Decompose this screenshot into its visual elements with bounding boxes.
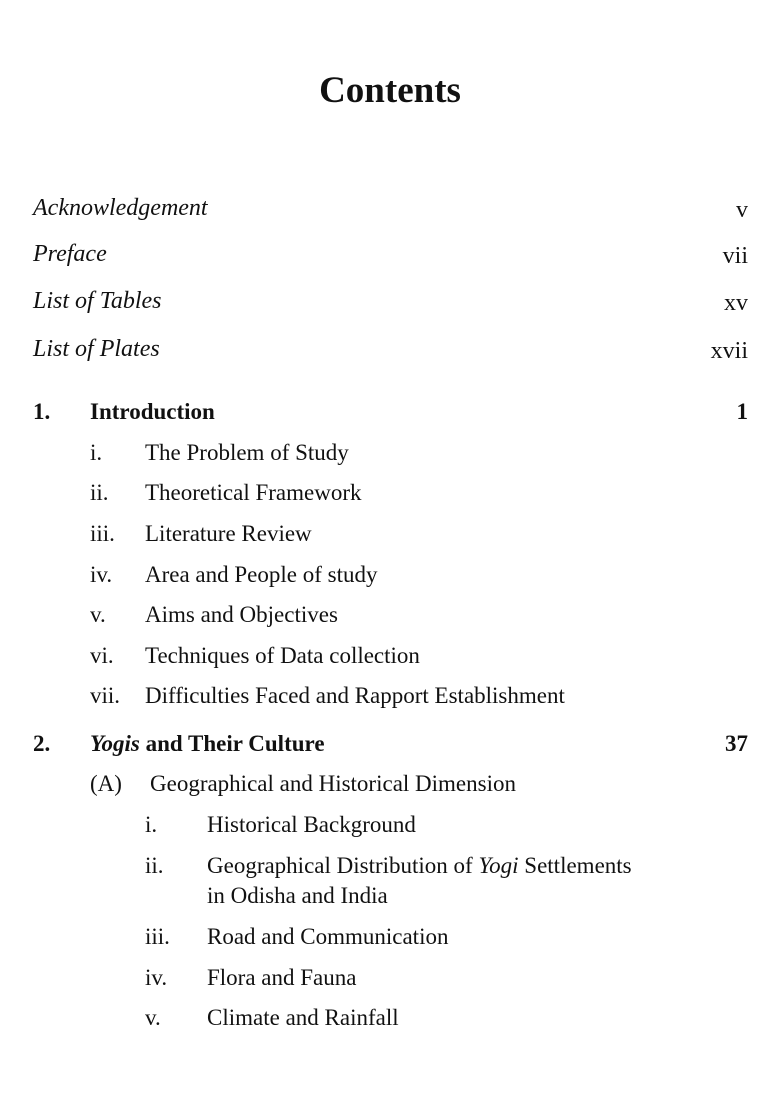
- ch1-item-num: vii.: [90, 683, 121, 708]
- chapter-2-title-italic: Yogis: [90, 731, 140, 756]
- ch2-item-num: i.: [145, 812, 158, 837]
- ch1-item-num: ii.: [90, 480, 109, 505]
- ch2-item-text[interactable]: Climate and Rainfall: [207, 1005, 399, 1030]
- toc-preface[interactable]: Preface: [33, 241, 107, 267]
- toc-list-of-tables-page: xv: [724, 290, 748, 316]
- chapter-1-number: 1.: [33, 399, 51, 424]
- ch2-item-text-part: Geographical Distribution of: [207, 853, 479, 878]
- ch1-item-text[interactable]: Area and People of study: [145, 562, 378, 587]
- ch2-item-num: v.: [145, 1005, 161, 1030]
- ch2-item-text-line2: in Odisha and India: [207, 883, 388, 908]
- toc-acknowledgement-page: v: [736, 197, 748, 223]
- chapter-2-title-rest: and Their Culture: [139, 731, 325, 756]
- ch2-item-num: iii.: [145, 924, 170, 949]
- chapter-2-title[interactable]: [90, 729, 325, 759]
- toc-list-of-plates-page: xvii: [710, 338, 748, 364]
- ch2-item-text-italic: Yogi: [478, 853, 519, 878]
- toc-acknowledgement[interactable]: Acknowledgement: [33, 195, 208, 221]
- toc-list-of-tables[interactable]: List of Tables: [33, 288, 162, 314]
- ch2-item-num: ii.: [145, 853, 164, 878]
- ch1-item-text[interactable]: Literature Review: [145, 521, 312, 546]
- ch1-item-num: vi.: [90, 643, 114, 668]
- ch2-section-a-title[interactable]: Geographical and Historical Dimension: [150, 771, 516, 796]
- chapter-2-number: 2.: [33, 731, 51, 756]
- page-title: Contents: [319, 70, 461, 111]
- chapter-1-page: 1: [736, 399, 748, 424]
- ch2-item-text[interactable]: [207, 851, 727, 911]
- ch2-item-num: iv.: [145, 965, 168, 990]
- ch2-item-text[interactable]: Historical Background: [207, 812, 416, 837]
- ch1-item-text[interactable]: Difficulties Faced and Rapport Establishment: [145, 683, 565, 708]
- toc-preface-page: vii: [722, 243, 748, 269]
- ch1-item-num: iii.: [90, 521, 115, 546]
- ch1-item-num: i.: [90, 440, 103, 465]
- ch1-item-text[interactable]: Theoretical Framework: [145, 480, 362, 505]
- ch1-item-text[interactable]: The Problem of Study: [145, 440, 349, 465]
- ch2-item-text-part: Settlements: [518, 853, 632, 878]
- ch1-item-text[interactable]: Techniques of Data collection: [145, 643, 420, 668]
- chapter-1-title[interactable]: Introduction: [90, 399, 215, 424]
- toc-list-of-plates[interactable]: List of Plates: [33, 336, 160, 362]
- chapter-2-page: 37: [725, 731, 748, 756]
- ch2-item-text[interactable]: Road and Communication: [207, 924, 449, 949]
- ch1-item-num: v.: [90, 602, 106, 627]
- ch2-section-a-label: (A): [90, 771, 122, 796]
- ch2-item-text[interactable]: Flora and Fauna: [207, 965, 357, 990]
- ch1-item-text[interactable]: Aims and Objectives: [145, 602, 338, 627]
- ch1-item-num: iv.: [90, 562, 113, 587]
